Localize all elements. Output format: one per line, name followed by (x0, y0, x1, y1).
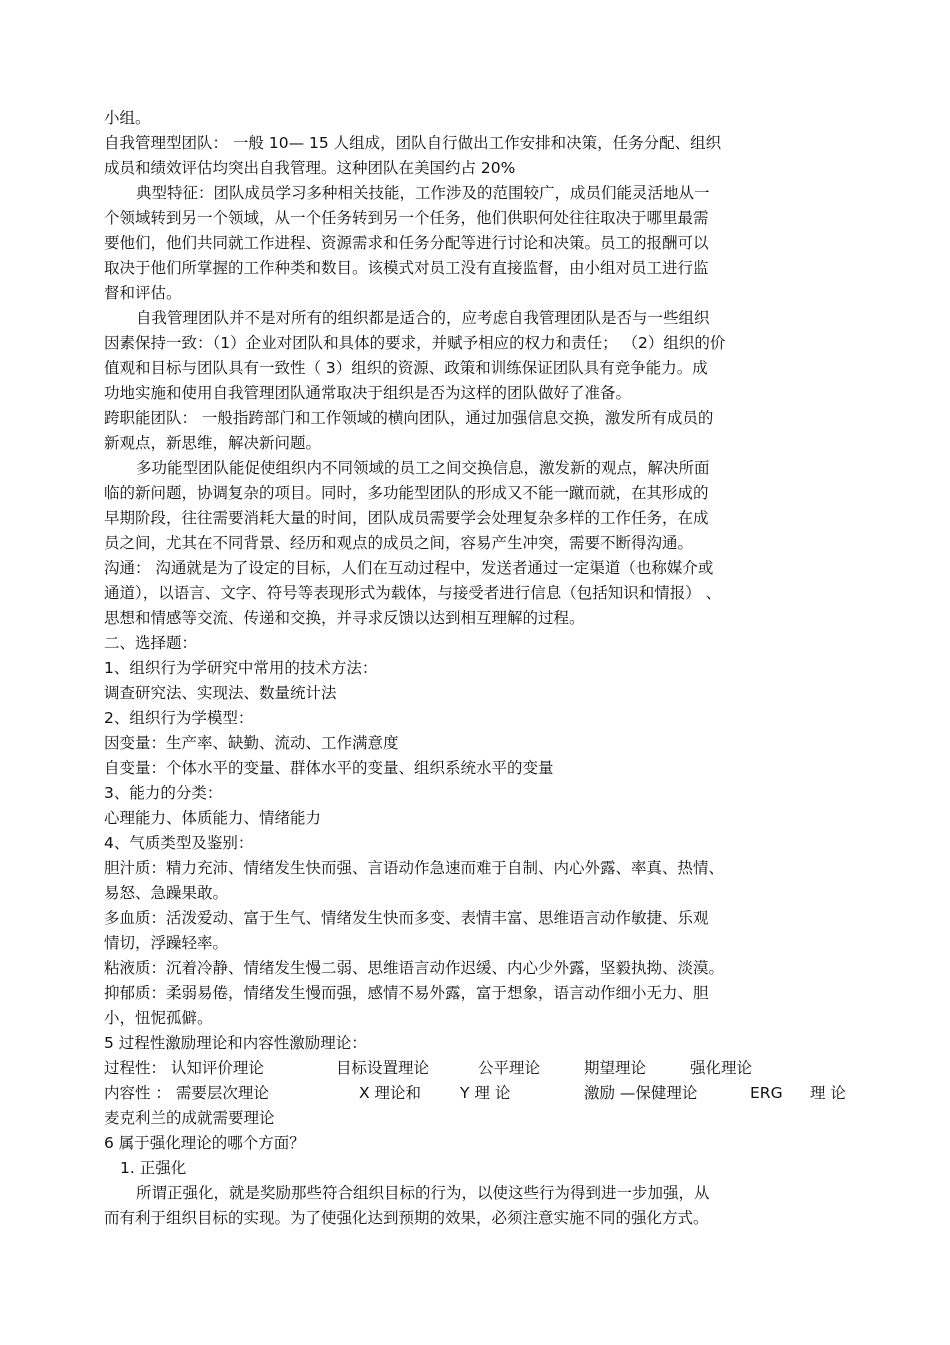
text-line: 值观和目标与团队具有一致性（ 3）组织的资源、政策和训练保证团队具有竞争能力。成 (104, 359, 708, 377)
text-line: 沟通： 沟通就是为了设定的目标，人们在互动过程中，发送者通过一定渠道（也称媒介或 (104, 559, 714, 577)
text-line: 小组。 (104, 109, 151, 127)
answer: 情切，浮躁轻率。 (104, 934, 229, 952)
text-line: 所谓正强化，就是奖励那些符合组织目标的行为，以使这些行为得到进一步加强，从 (136, 1184, 710, 1202)
question: 4、气质类型及鉴别： (104, 834, 254, 852)
process-theory: 强化理论 (690, 1059, 753, 1077)
text-line: 自我管理团队并不是对所有的组织都是适合的，应考虑自我管理团队是否与一些组织 (136, 309, 710, 327)
content-theory: 激励 —保健理论 (584, 1084, 698, 1102)
text-line: 临的新问题，协调复杂的项目。同时，多功能型团队的形成又不能一蹴而就，在其形成的 (104, 484, 709, 502)
text-line: 成员和绩效评估均突出自我管理。这种团队在美国约占 20% (104, 159, 516, 177)
answer: 易怒、急躁果敢。 (104, 884, 229, 902)
list-item: 1. 正强化 (120, 1159, 187, 1177)
text-line: 思想和情感等交流、传递和交换，并寻求反馈以达到相互理解的过程。 (104, 609, 585, 627)
content-theory: X 理论和 (359, 1084, 422, 1102)
text-line: 典型特征：团队成员学习多种相关技能，工作涉及的范围较广，成员们能灵活地从一 (136, 184, 710, 202)
content-label: 内容性 ： 需要层次理论 (104, 1084, 269, 1102)
text-line: 早期阶段，往往需要消耗大量的时间，团队成员需要学会处理复杂多样的工作任务，在成 (104, 509, 709, 527)
content-theory: Y 理 论 (460, 1084, 511, 1102)
answer: 小，忸怩孤僻。 (104, 1009, 213, 1027)
question: 6 属于强化理论的哪个方面？ (104, 1134, 305, 1152)
answer: 多血质：活泼爱动、富于生气、情绪发生快而多变、表情丰富、思维语言动作敏捷、乐观 (104, 909, 709, 927)
answer: 胆汁质：精力充沛、情绪发生快而强、言语动作急速而难于自制、内心外露、率真、热情、 (104, 859, 725, 877)
text-line: 功地实施和使用自我管理团队通常取决于组织是否为这样的团队做好了准备。 (104, 384, 632, 402)
content-theories-row (104, 1081, 864, 1106)
answer: 麦克利兰的成就需要理论 (104, 1109, 275, 1127)
text-line: 通道），以语言、文字、符号等表现形式为载体，与接受者进行信息（包括知识和情报） 、 (104, 584, 722, 602)
process-label: 过程性： 认知评价理论 (104, 1059, 264, 1077)
question: 3、能力的分类： (104, 784, 223, 802)
process-theories-row (104, 1056, 864, 1081)
content-theory: ERG (750, 1084, 783, 1102)
process-theory: 期望理论 (584, 1059, 647, 1077)
answer: 抑郁质：柔弱易倦，情绪发生慢而强，感情不易外露，富于想象，语言动作细小无力、胆 (104, 984, 709, 1002)
text-line: 因素保持一致：（1）企业对团队和具体的要求，并赋予相应的权力和责任； （2）组织的价 (104, 334, 726, 352)
process-theory: 公平理论 (478, 1059, 541, 1077)
text-line: 取决于他们所掌握的工作种类和数目。该模式对员工没有直接监督，由小组对员工进行监 (104, 259, 709, 277)
answer: 自变量：个体水平的变量、群体水平的变量、组织系统水平的变量 (104, 759, 554, 777)
text-line: 要他们，他们共同就工作进程、资源需求和任务分配等进行讨论和决策。员工的报酬可以 (104, 234, 709, 252)
answer: 调查研究法、实现法、数量统计法 (104, 684, 337, 702)
section-heading: 二、选择题： (104, 634, 198, 652)
text-line: 员之间，尤其在不同背景、经历和观点的成员之间，容易产生冲突，需要不断得沟通。 (104, 534, 694, 552)
question: 1、组织行为学研究中常用的技术方法： (104, 659, 378, 677)
content-theory: 理 论 (810, 1084, 846, 1102)
question: 5 过程性激励理论和内容性激励理论： (104, 1034, 367, 1052)
text-line: 自我管理型团队： 一般 10— 15 人组成，团队自行做出工作安排和决策，任务分配、组织 (104, 134, 722, 152)
answer: 因变量：生产率、缺勤、流动、工作满意度 (104, 734, 399, 752)
text-line: 新观点，新思维，解决新问题。 (104, 434, 322, 452)
text-line: 督和评估。 (104, 284, 182, 302)
process-theory: 目标设置理论 (336, 1059, 430, 1077)
text-line: 跨职能团队： 一般指跨部门和工作领域的横向团队，通过加强信息交换，激发所有成员的 (104, 409, 714, 427)
question: 2、组织行为学模型： (104, 709, 254, 727)
text-line: 而有利于组织目标的实现。为了使强化达到预期的效果，必须注意实施不同的强化方式。 (104, 1209, 709, 1227)
text-line: 个领域转到另一个领域，从一个任务转到另一个任务，他们供职何处往往取决于哪里最需 (104, 209, 709, 227)
answer: 粘液质：沉着冷静、情绪发生慢二弱、思维语言动作迟缓、内心少外露，坚毅执拗、淡漠。 (104, 959, 725, 977)
answer: 心理能力、体质能力、情绪能力 (104, 809, 322, 827)
text-line: 多功能型团队能促使组织内不同领域的员工之间交换信息，激发新的观点，解决所面 (136, 459, 710, 477)
